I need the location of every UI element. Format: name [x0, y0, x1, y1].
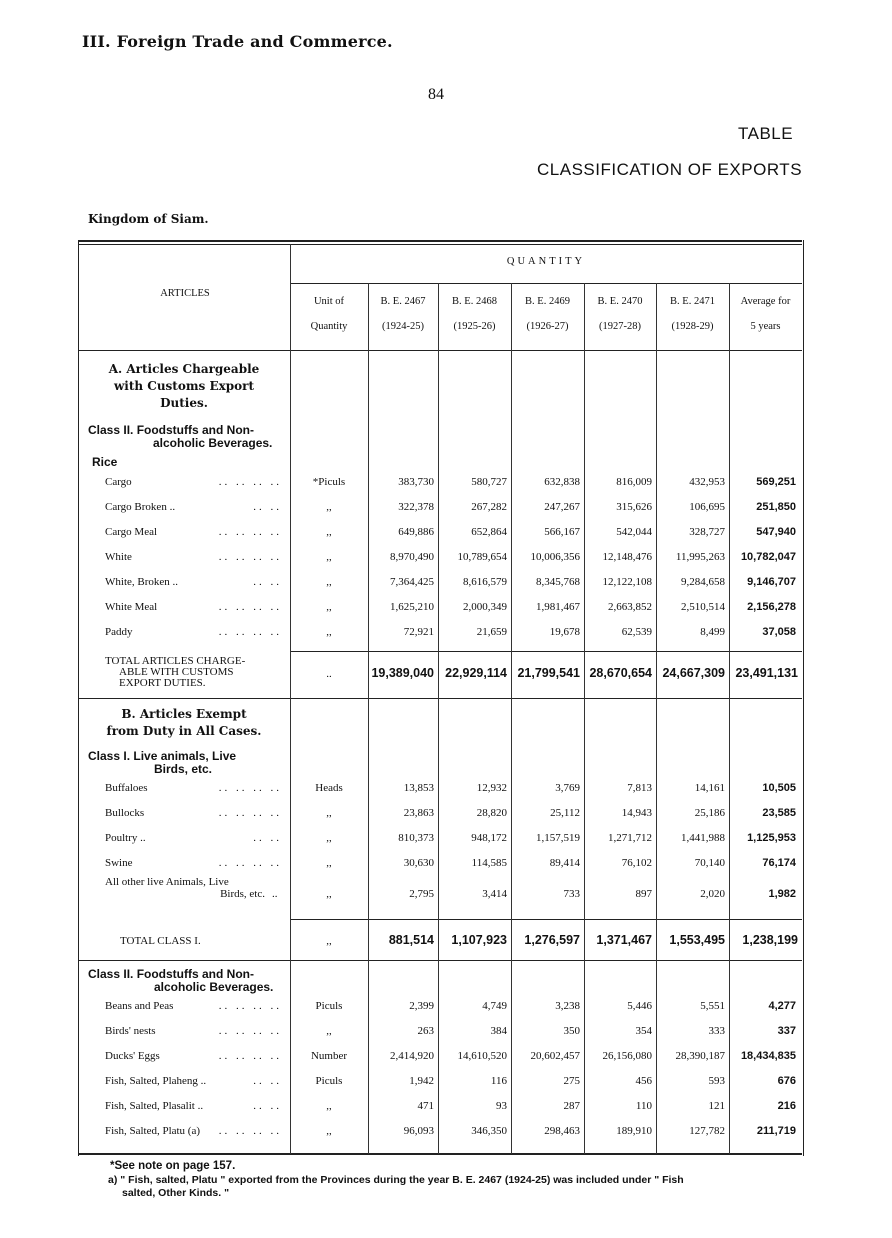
section-a-heading — [84, 361, 284, 412]
total-value-cell: 1,276,597 — [524, 933, 580, 947]
average-cell: 676 — [777, 1075, 796, 1087]
row-label: Buffaloes — [105, 782, 148, 794]
value-cell: 652,864 — [471, 526, 507, 538]
value-cell: 632,838 — [544, 476, 580, 488]
kingdom-label: Kingdom of Siam. — [88, 212, 209, 226]
value-cell: 287 — [563, 1100, 580, 1112]
value-cell: 14,161 — [694, 782, 725, 794]
class-2-line2: alcoholic Beverages. — [153, 436, 273, 450]
value-cell: 10,006,356 — [530, 551, 580, 563]
footnote-2-line1: a) " Fish, salted, Platu " exported from the Provinces during the year B. E. 2467 (1924-25) was included under " Fish — [108, 1174, 684, 1186]
total-average-cell: 23,491,131 — [735, 666, 798, 680]
col-divider — [729, 283, 730, 1154]
value-cell: 3,238 — [555, 1000, 580, 1012]
value-cell: 3,769 — [555, 782, 580, 794]
total-a-label — [105, 656, 290, 689]
value-cell: 322,378 — [398, 501, 434, 513]
year-header: B. E. 2467 — [380, 296, 426, 307]
quantity-header: QUANTITY — [506, 256, 586, 267]
value-cell: 733 — [563, 888, 580, 900]
col-divider — [290, 244, 291, 1154]
average-cell: 10,505 — [762, 782, 796, 794]
average-cell: 569,251 — [756, 476, 796, 488]
section-title: III. Foreign Trade and Commerce. — [82, 32, 393, 51]
row-label: Bullocks — [105, 807, 145, 819]
value-cell: 89,414 — [549, 857, 580, 869]
average-cell: 4,277 — [768, 1000, 796, 1012]
total-value-cell: 24,667,309 — [662, 666, 725, 680]
unit-cell: ,, — [326, 551, 332, 563]
value-cell: 8,970,490 — [390, 551, 434, 563]
value-cell: 76,102 — [621, 857, 652, 869]
unit-cell: Piculs — [315, 1000, 343, 1012]
leader-dots: .. .. — [253, 576, 282, 588]
value-cell: 12,122,108 — [602, 576, 652, 588]
leader-dots: .. .. .. .. — [218, 551, 282, 563]
value-cell: 114,585 — [471, 857, 507, 869]
value-cell: 580,727 — [471, 476, 507, 488]
row-label: Fish, Salted, Plasalit .. — [105, 1100, 204, 1112]
value-cell: 432,953 — [689, 476, 725, 488]
header-bottom-rule — [78, 350, 802, 351]
average-cell: 1,982 — [768, 888, 796, 900]
value-cell: 5,446 — [627, 1000, 652, 1012]
value-cell: 30,630 — [403, 857, 434, 869]
footnotes — [110, 1160, 684, 1200]
value-cell: 315,626 — [616, 501, 652, 513]
unit-header-line2: Quantity — [310, 321, 348, 332]
year-header-sub: (1927-28) — [599, 321, 641, 332]
unit-cell: Number — [310, 1050, 348, 1062]
value-cell: 593 — [708, 1075, 725, 1087]
value-cell: 25,186 — [694, 807, 725, 819]
section-a-line1: A. Articles Chargeable — [108, 362, 260, 376]
average-cell: 10,782,047 — [740, 551, 796, 563]
table-title: CLASSIFICATION OF EXPORTS — [537, 160, 803, 179]
leader-dots: .. — [272, 888, 278, 900]
average-cell: 23,585 — [762, 807, 796, 819]
value-cell: 96,093 — [403, 1125, 434, 1137]
row-label: Poultry .. — [105, 832, 146, 844]
value-cell: 9,284,658 — [681, 576, 725, 588]
value-cell: 810,373 — [398, 832, 434, 844]
class-2b-line2: alcoholic Beverages. — [154, 980, 274, 994]
year-header: B. E. 2470 — [597, 296, 643, 307]
value-cell: 1,441,988 — [681, 832, 725, 844]
value-cell: 11,995,263 — [675, 551, 725, 563]
average-cell: 76,174 — [762, 857, 796, 869]
total-value-cell: 1,553,495 — [669, 933, 725, 947]
leader-dots: .. .. .. .. — [218, 1125, 282, 1137]
average-cell: 2,156,278 — [747, 601, 796, 613]
leader-dots: .. .. .. .. — [218, 476, 282, 488]
value-cell: 1,271,712 — [608, 832, 652, 844]
rice-label: Rice — [92, 455, 118, 469]
value-cell: 346,350 — [471, 1125, 507, 1137]
page-number: 84 — [428, 86, 444, 103]
leader-dots: .. .. — [253, 1100, 282, 1112]
row-label: Paddy — [105, 626, 133, 638]
table-label: TABLE — [738, 124, 794, 143]
average-cell: 211,719 — [756, 1125, 796, 1137]
leader-dots: .. .. .. .. — [218, 626, 282, 638]
value-cell: 12,148,476 — [602, 551, 652, 563]
value-cell: 189,910 — [616, 1125, 652, 1137]
articles-header: ARTICLES — [160, 288, 210, 299]
value-cell: 14,610,520 — [457, 1050, 507, 1062]
value-cell: 110 — [635, 1100, 652, 1112]
value-cell: 26,156,080 — [602, 1050, 652, 1062]
total-average-cell: 1,238,199 — [742, 933, 798, 947]
value-cell: 21,659 — [476, 626, 507, 638]
row-label: Swine — [105, 857, 133, 869]
value-cell: 28,820 — [476, 807, 507, 819]
value-cell: 1,942 — [409, 1075, 434, 1087]
value-cell: 354 — [635, 1025, 652, 1037]
unit-cell: ,, — [326, 526, 332, 538]
year-header-sub: (1926-27) — [526, 321, 569, 332]
value-cell: 2,020 — [700, 888, 725, 900]
col-divider — [368, 283, 369, 1154]
value-cell: 10,789,654 — [457, 551, 507, 563]
value-cell: 19,678 — [549, 626, 580, 638]
section-b-line2: from Duty in All Cases. — [106, 724, 262, 738]
value-cell: 456 — [635, 1075, 652, 1087]
average-cell: 9,146,707 — [747, 576, 796, 588]
year-header-sub: (1925-26) — [453, 321, 496, 332]
total-value-cell: 22,929,114 — [445, 666, 507, 680]
total-class-1-label: TOTAL CLASS I. — [120, 935, 201, 947]
value-cell: 383,730 — [398, 476, 434, 488]
value-cell: 8,345,768 — [536, 576, 580, 588]
table-bottom-rule — [78, 1153, 802, 1155]
value-cell: 93 — [496, 1100, 507, 1112]
value-cell: 4,749 — [482, 1000, 507, 1012]
leader-dots: .. .. — [253, 832, 282, 844]
row-label: Fish, Salted, Platu (a) — [105, 1125, 201, 1137]
unit-cell: ,, — [326, 857, 332, 869]
value-cell: 72,921 — [403, 626, 434, 638]
total-c1-bottom-rule — [78, 960, 802, 961]
total-a-label-2: ABLE WITH CUSTOMS — [119, 666, 234, 678]
value-cell: 298,463 — [544, 1125, 580, 1137]
total-a-bottom-rule — [78, 698, 802, 699]
class-2b-line1: Class II. Foodstuffs and Non- — [88, 967, 255, 981]
value-cell: 25,112 — [550, 807, 580, 819]
row-label: All other live Animals, Live — [105, 876, 229, 888]
value-cell: 8,616,579 — [463, 576, 507, 588]
value-cell: 116 — [490, 1075, 507, 1087]
value-cell: 106,695 — [689, 501, 725, 513]
row-label: Beans and Peas — [105, 1000, 174, 1012]
value-cell: 649,886 — [398, 526, 434, 538]
value-cell: 12,932 — [476, 782, 507, 794]
unit-cell: ,, — [326, 1100, 332, 1112]
value-cell: 14,943 — [621, 807, 652, 819]
total-a-label-1: TOTAL ARTICLES CHARGE- — [105, 655, 246, 667]
unit-cell: ,, — [326, 888, 332, 900]
unit-cell: ,, — [326, 832, 332, 844]
row-label-cont: Birds, etc. — [220, 888, 265, 900]
leader-dots: .. .. .. .. — [218, 1025, 282, 1037]
row-label: Fish, Salted, Plaheng .. — [105, 1075, 207, 1087]
row-label: White, Broken .. — [105, 576, 179, 588]
row-label: Ducks' Eggs — [105, 1050, 160, 1062]
average-cell: 337 — [777, 1025, 796, 1037]
year-header-sub: (1928-29) — [671, 321, 714, 332]
value-cell: 62,539 — [621, 626, 652, 638]
total-value-cell: 28,670,654 — [589, 666, 652, 680]
average-cell: 216 — [777, 1100, 796, 1112]
value-cell: 2,399 — [409, 1000, 434, 1012]
average-header: Average for — [740, 296, 791, 307]
average-cell: 547,940 — [756, 526, 796, 538]
footnote-2-line2: salted, Other Kinds. " — [122, 1187, 230, 1199]
value-cell: 1,157,519 — [536, 832, 580, 844]
value-cell: 28,390,187 — [675, 1050, 725, 1062]
class-1-line1: Class I. Live animals, Live — [88, 749, 237, 763]
row-label: Cargo Meal — [105, 526, 158, 538]
unit-cell: ,, — [326, 601, 332, 613]
total-class-1-unit: ,, — [326, 935, 332, 947]
value-cell: 2,510,514 — [681, 601, 725, 613]
leader-dots: .. .. .. .. — [218, 857, 282, 869]
value-cell: 20,602,457 — [530, 1050, 580, 1062]
value-cell: 70,140 — [694, 857, 725, 869]
value-cell: 7,364,425 — [390, 576, 434, 588]
col-divider — [656, 283, 657, 1154]
col-divider — [584, 283, 585, 1154]
unit-header-line1: Unit of — [313, 296, 345, 307]
year-header-sub: (1924-25) — [382, 321, 424, 332]
leader-dots: .. .. — [253, 501, 282, 513]
average-cell: 1,125,953 — [747, 832, 796, 844]
value-cell: 1,981,467 — [536, 601, 580, 613]
row-label: Birds' nests — [105, 1025, 156, 1037]
quantity-header-rule — [290, 283, 802, 284]
value-cell: 247,267 — [544, 501, 580, 513]
total-value-cell: 1,371,467 — [596, 933, 652, 947]
average-cell: 37,058 — [762, 626, 796, 638]
value-cell: 263 — [417, 1025, 434, 1037]
total-value-cell: 881,514 — [388, 933, 434, 947]
value-cell: 350 — [563, 1025, 580, 1037]
footnote-1: *See note on page 157. — [110, 1160, 236, 1172]
leader-dots: .. .. .. .. — [218, 601, 282, 613]
value-cell: 275 — [563, 1075, 580, 1087]
value-cell: 328,727 — [689, 526, 725, 538]
unit-cell: ,, — [326, 1025, 332, 1037]
table-top-rule-inner — [78, 244, 802, 245]
class-1-heading — [88, 750, 288, 776]
leader-dots: .. .. .. .. — [218, 526, 282, 538]
average-cell: 18,434,835 — [740, 1050, 796, 1062]
unit-cell: ,, — [326, 576, 332, 588]
value-cell: 1,625,210 — [390, 601, 434, 613]
value-cell: 13,853 — [403, 782, 434, 794]
unit-cell: ,, — [326, 501, 332, 513]
unit-cell: *Piculs — [312, 476, 346, 488]
footnote-2 — [110, 1174, 684, 1200]
row-label: Cargo Broken .. — [105, 501, 176, 513]
year-header: B. E. 2471 — [670, 296, 715, 307]
leader-dots: .. .. .. .. — [218, 782, 282, 794]
unit-cell: ,, — [326, 1125, 332, 1137]
leader-dots: .. .. — [253, 1075, 282, 1087]
section-b-heading — [84, 706, 284, 740]
value-cell: 566,167 — [544, 526, 580, 538]
value-cell: 542,044 — [616, 526, 652, 538]
class-2-heading — [88, 424, 288, 450]
total-value-cell: 1,107,923 — [451, 933, 507, 947]
row-label: Cargo — [105, 476, 132, 488]
value-cell: 2,663,852 — [608, 601, 652, 613]
unit-cell: ,, — [326, 626, 332, 638]
value-cell: 384 — [490, 1025, 507, 1037]
class-2b-heading — [88, 968, 288, 994]
total-a-top-rule — [290, 651, 802, 652]
section-a-line2: with Customs Export — [113, 379, 255, 393]
value-cell: 121 — [708, 1100, 725, 1112]
value-cell: 333 — [708, 1025, 725, 1037]
value-cell: 471 — [417, 1100, 434, 1112]
year-header: B. E. 2469 — [525, 296, 570, 307]
value-cell: 2,795 — [409, 888, 434, 900]
value-cell: 7,813 — [627, 782, 652, 794]
leader-dots: .. .. .. .. — [218, 1000, 282, 1012]
value-cell: 3,414 — [482, 888, 507, 900]
unit-cell: Heads — [315, 782, 343, 794]
value-cell: 948,172 — [471, 832, 507, 844]
value-cell: 897 — [635, 888, 652, 900]
value-cell: 127,782 — [689, 1125, 725, 1137]
col-divider — [511, 283, 512, 1154]
unit-cell: ,, — [326, 807, 332, 819]
section-b-line1: B. Articles Exempt — [121, 707, 247, 721]
total-a-label-3: EXPORT DUTIES. — [119, 677, 206, 689]
value-cell: 816,009 — [616, 476, 652, 488]
leader-dots: .. .. .. .. — [218, 1050, 282, 1062]
section-a-line3: Duties. — [160, 396, 208, 410]
value-cell: 23,863 — [403, 807, 434, 819]
total-a-unit: .. — [326, 668, 332, 680]
leader-dots: .. .. .. .. — [218, 807, 282, 819]
average-header-sub: 5 years — [750, 321, 781, 332]
average-cell: 251,850 — [756, 501, 796, 513]
value-cell: 267,282 — [471, 501, 507, 513]
total-value-cell: 21,799,541 — [517, 666, 580, 680]
class-2-line1: Class II. Foodstuffs and Non- — [88, 423, 255, 437]
year-header: B. E. 2468 — [452, 296, 497, 307]
table-top-rule — [78, 240, 802, 242]
row-label: White Meal — [105, 601, 158, 613]
row-label: White — [105, 551, 132, 563]
total-value-cell: 19,389,040 — [371, 666, 434, 680]
value-cell: 8,499 — [700, 626, 725, 638]
unit-cell: Piculs — [315, 1075, 343, 1087]
total-c1-top-rule — [290, 919, 802, 920]
value-cell: 2,000,349 — [463, 601, 507, 613]
col-divider — [438, 283, 439, 1154]
class-1-line2: Birds, etc. — [154, 762, 213, 776]
value-cell: 2,414,920 — [390, 1050, 434, 1062]
value-cell: 5,551 — [700, 1000, 725, 1012]
